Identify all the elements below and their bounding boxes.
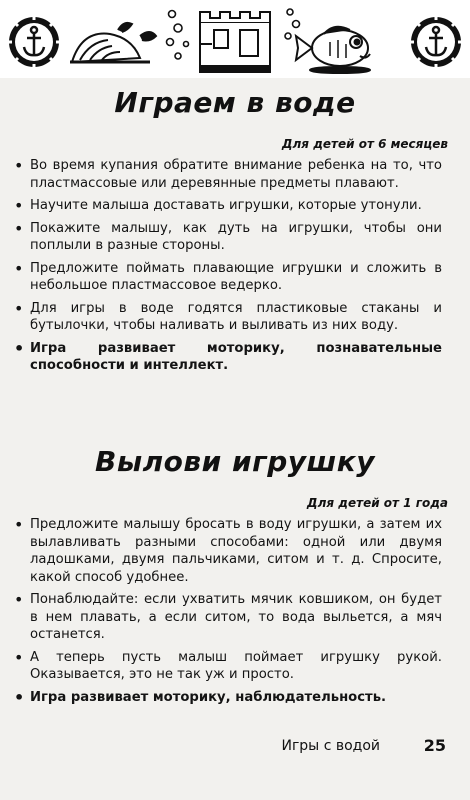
seashell-icon	[70, 23, 156, 62]
page-header-illustration	[0, 0, 470, 78]
section-1-list	[10, 157, 442, 380]
list-item: • Игра развивает моторику, познавательные способности и интеллект.	[10, 340, 442, 375]
age-label: Для детей от 6 месяцев	[281, 137, 448, 151]
list-item: • А теперь пусть малыш поймает игрушку рукой. Оказывается, это не так уж и просто.	[10, 649, 442, 684]
anchor-icon	[408, 14, 464, 70]
list-item: • Игра развивает моторику, наблюдательность.	[10, 689, 442, 707]
section-title: Играем в воде	[114, 86, 356, 119]
list-item: • Покажите малышу, как дуть на игрушки, чтобы они поплыли в разные стороны.	[10, 220, 442, 255]
list-item: • Для игры в воде годятся пластиковые стаканы и бутылочки, чтобы наливать и выливать из них воду.	[10, 300, 442, 335]
section-title: Вылови игрушку	[94, 445, 376, 478]
chapter-title: Игры с водой	[281, 738, 380, 754]
castle-icon	[200, 12, 270, 72]
fish-icon	[296, 27, 370, 73]
list-item: • Понаблюдайте: если ухватить мячик ковшиком, он будет в нем плавать, а если ситом, то вода выльется, а мяч останется.	[10, 591, 442, 644]
list-item: • Научите малыша доставать игрушки, которые утонули.	[10, 197, 442, 215]
section-2-list	[10, 516, 442, 711]
list-item: • Во время купания обратите внимание ребенка на то, что пластмассовые или деревянные предметы плавают.	[10, 157, 442, 192]
list-item: • Предложите малышу бросать в воду игрушки, а затем их вылавливать разными способами: одной или двумя ладошками, двумя пальчиками, ситом и т. д. Спросите, какой способ удобнее.	[10, 516, 442, 586]
page-number: 25	[423, 736, 446, 755]
age-label: Для детей от 1 года	[306, 496, 448, 510]
anchor-icon	[6, 14, 62, 70]
list-item: • Предложите поймать плавающие игрушки и сложить в небольшое пластмассовое ведерко.	[10, 260, 442, 295]
